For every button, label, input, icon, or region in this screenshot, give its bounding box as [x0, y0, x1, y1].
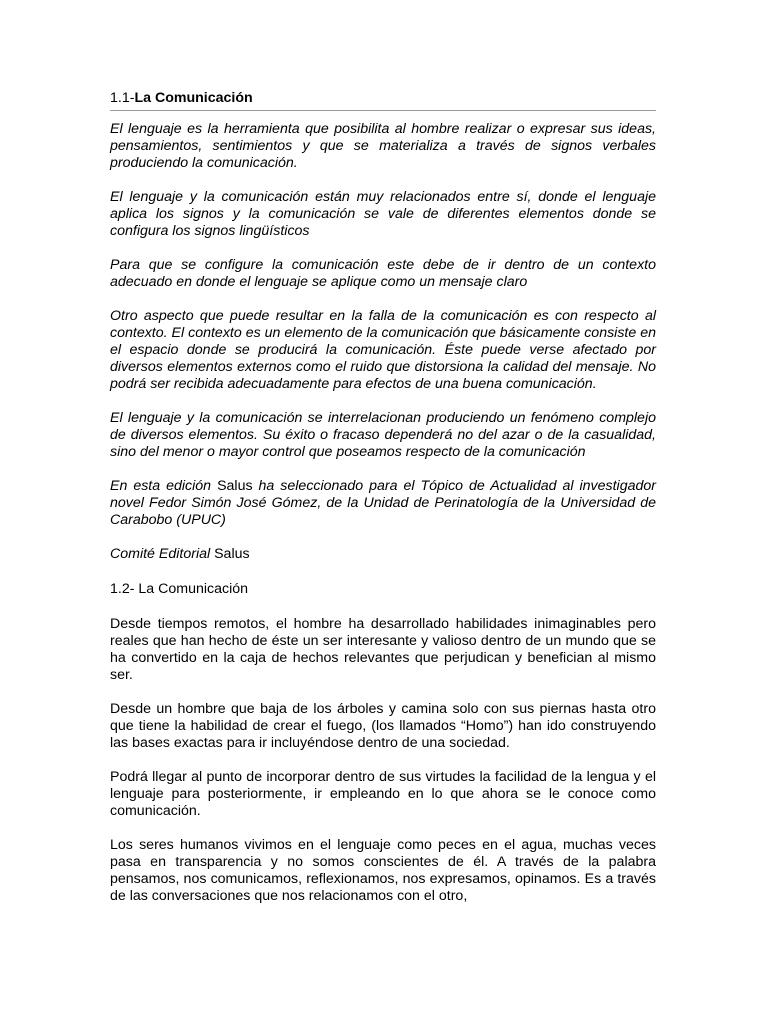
- paragraph: El lenguaje es la herramienta que posibilita al hombre realizar o expresar sus ideas, pensamientos, sentimientos y que se materializa a través de signos verbales produciendo la comunicación.: [110, 121, 656, 171]
- edition-paragraph: [110, 478, 656, 529]
- edition-text-start: En esta edición: [110, 478, 218, 494]
- paragraph: Desde un hombre que baja de los árboles y camina solo con sus piernas hasta otro que tiene la habilidad de crear el fuego, (los llamados “Homo”) han ido construyendo las bases exactas para ir incluyéndose dentro de una sociedad.: [110, 701, 656, 751]
- section-heading: [110, 90, 656, 111]
- document-page: [110, 90, 656, 922]
- paragraph: Para que se configure la comunicación este debe de ir dentro de un contexto adecuado en donde el lenguaje se aplique como un mensaje claro: [110, 257, 656, 290]
- heading-title: La Comunicación: [134, 90, 253, 106]
- paragraph: Los seres humanos vivimos en el lenguaje como peces en el agua, muchas veces pasa en transparencia y no somos conscientes de él. A través de la palabra pensamos, nos comunicamos, reflexionamos, nos expresamos, opinamos. Es a través de las conversaciones que nos relacionamos con el otro,: [110, 837, 656, 904]
- editorial-signature: [110, 546, 656, 563]
- signature-journal: Salus: [214, 546, 250, 562]
- paragraph: Podrá llegar al punto de incorporar dentro de sus virtudes la facilidad de la lengua y el lenguaje para posteriormente, ir empleando en lo que ahora se le conoce como comunicación.: [110, 769, 656, 819]
- paragraph: Desde tiempos remotos, el hombre ha desarrollado habilidades inimaginables pero reales que han hecho de éste un ser interesante y valioso dentro de un mundo que se ha convertido en la caja de hechos relevantes que perjudican y benefician al mismo ser.: [110, 616, 656, 683]
- paragraph: Otro aspecto que puede resultar en la falla de la comunicación es con respecto al contexto. El contexto es un elemento de la comunicación que básicamente consiste en el espacio donde se producirá la comunicación. Éste puede verse afectado por diversos elementos externos como el ruido que distorsiona la calidad del mensaje. No podrá ser recibida adecuadamente para efectos de una buena comunicación.: [110, 308, 656, 392]
- edition-text-end: ha seleccionado para el Tópico de Actualidad al investigador novel Fedor Simón José Gómez, de la Unidad de Perinatología de la Universidad de Carabobo (UPUC): [110, 478, 656, 528]
- heading-number: 1.1-: [110, 90, 135, 106]
- paragraph: El lenguaje y la comunicación están muy relacionados entre sí, donde el lenguaje aplica los signos y la comunicación se vale de diferentes elementos donde se configura los signos lingüísticos: [110, 189, 656, 239]
- journal-name: Salus: [217, 478, 253, 494]
- paragraph: El lenguaje y la comunicación se interrelacionan produciendo un fenómeno complejo de diversos elementos. Su éxito o fracaso dependerá no del azar o de la casualidad, sino del menor o mayor control que poseamos respecto de la comunicación: [110, 410, 656, 460]
- section2-title: 1.2- La Comunicación: [110, 581, 249, 597]
- signature-committee: Comité Editorial: [110, 546, 215, 562]
